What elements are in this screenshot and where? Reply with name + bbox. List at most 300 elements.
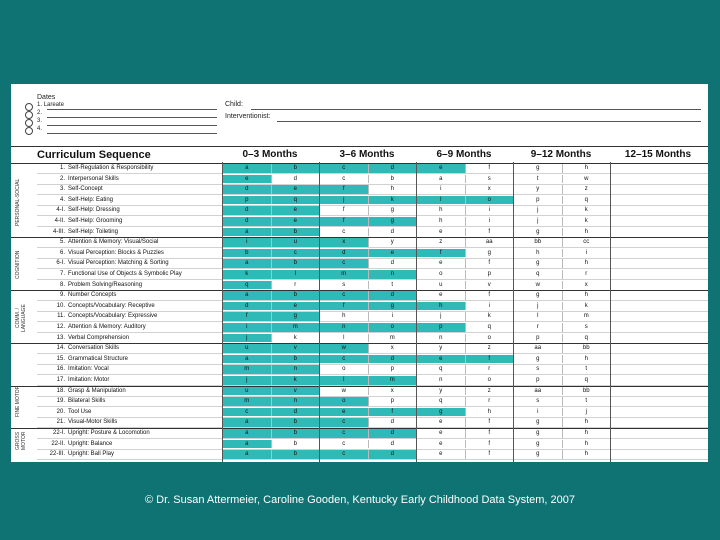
table-cell: g xyxy=(368,217,417,226)
table-cell: o xyxy=(465,376,514,385)
table-cell: p xyxy=(416,323,465,332)
table-cell: h xyxy=(416,217,465,226)
table-cell: f xyxy=(465,418,514,427)
date-row: 2. xyxy=(37,110,43,116)
table-cell: y xyxy=(513,185,562,194)
table-cell: u xyxy=(222,344,271,353)
child-label: Child: xyxy=(225,101,243,108)
table-cell: e xyxy=(416,450,465,459)
table-cell: g xyxy=(513,164,562,173)
table-cell: h xyxy=(562,429,611,438)
table-cell: c xyxy=(222,408,271,417)
table-cell: d xyxy=(368,450,417,459)
row-number: 15. xyxy=(56,355,65,362)
table-cell: i xyxy=(222,323,271,332)
table-cell: j xyxy=(319,196,368,205)
divider-6-9 xyxy=(416,162,417,462)
table-cell: u xyxy=(416,281,465,290)
table-cell: f xyxy=(222,312,271,321)
table-cell: p xyxy=(513,334,562,343)
table-cell: bb xyxy=(513,238,562,247)
table-cell: m xyxy=(319,270,368,279)
table-cell: a xyxy=(222,228,271,237)
table-cell: e xyxy=(416,440,465,449)
table-cell: n xyxy=(368,270,417,279)
dates-label: Dates xyxy=(37,94,56,101)
table-cell: b xyxy=(368,175,417,184)
table-cell: u xyxy=(222,387,271,396)
table-cell: q xyxy=(416,365,465,374)
table-cell: g xyxy=(513,418,562,427)
date-circle xyxy=(25,111,33,119)
table-row xyxy=(11,228,708,237)
table-row xyxy=(11,344,708,353)
table-cell: m xyxy=(562,312,611,321)
table-row xyxy=(11,281,708,290)
table-cell: b xyxy=(271,164,320,173)
table-cell: w xyxy=(513,281,562,290)
table-cell: l xyxy=(271,270,320,279)
table-cell: i xyxy=(465,302,514,311)
table-row xyxy=(11,291,708,300)
table-cell: a xyxy=(222,355,271,364)
row-skill-name: Tool Use xyxy=(68,408,92,415)
table-cell: aa xyxy=(465,238,514,247)
table-cell: e xyxy=(271,206,320,215)
table-cell: a xyxy=(222,291,271,300)
table-cell: f xyxy=(465,429,514,438)
table-cell: h xyxy=(416,206,465,215)
table-cell: o xyxy=(319,397,368,406)
table-cell: b xyxy=(222,249,271,258)
table-cell: q xyxy=(562,196,611,205)
faded-form-title xyxy=(251,84,511,88)
table-cell: d xyxy=(368,440,417,449)
row-skill-name: Upright: Ball Play xyxy=(68,451,115,458)
table-row xyxy=(11,164,708,173)
row-number: 2. xyxy=(59,175,65,182)
row-skill-name: Conversation Skills xyxy=(68,345,120,352)
date-line xyxy=(47,109,217,110)
table-cell: f xyxy=(319,217,368,226)
table-cell: o xyxy=(465,334,514,343)
table-cell: n xyxy=(271,365,320,374)
table-cell: t xyxy=(368,281,417,290)
table-cell: a xyxy=(222,418,271,427)
table-cell: k xyxy=(222,270,271,279)
copyright-notice: © Dr. Susan Attermeier, Caroline Gooden, Kentucky Early Childhood Data System, 2007 xyxy=(145,494,575,506)
table-cell: b xyxy=(271,228,320,237)
table-cell: d xyxy=(368,429,417,438)
table-cell: p xyxy=(465,270,514,279)
table-cell: v xyxy=(271,344,320,353)
table-cell: b xyxy=(271,429,320,438)
table-cell: s xyxy=(513,365,562,374)
date-circle xyxy=(25,119,33,127)
row-number: 20. xyxy=(56,408,65,415)
table-cell: f xyxy=(416,249,465,258)
row-number: 4-II. xyxy=(54,218,65,224)
interventionist-line xyxy=(277,121,701,122)
table-cell: h xyxy=(562,418,611,427)
table-cell: h xyxy=(562,440,611,449)
row-skill-name: Grammatical Structure xyxy=(68,355,129,362)
table-cell: y xyxy=(416,344,465,353)
table-cell: e xyxy=(416,164,465,173)
table-cell: g xyxy=(513,228,562,237)
table-cell: d xyxy=(368,259,417,268)
table-cell: g xyxy=(271,312,320,321)
table-row xyxy=(11,334,708,343)
row-skill-name: Imitation: Vocal xyxy=(68,366,109,373)
table-cell: o xyxy=(319,365,368,374)
table-cell: l xyxy=(416,196,465,205)
table-cell: e xyxy=(271,185,320,194)
table-cell: q xyxy=(416,397,465,406)
table-cell: r xyxy=(465,397,514,406)
table-cell: e xyxy=(416,259,465,268)
row-number: 6. xyxy=(59,249,65,256)
row-skill-name: Self-Help: Dressing xyxy=(68,207,120,214)
row-number: 6-I. xyxy=(56,260,65,267)
table-cell: n xyxy=(319,323,368,332)
row-number: 3. xyxy=(59,186,65,193)
table-cell: r xyxy=(271,281,320,290)
month-header-3-6: 3–6 Months xyxy=(339,149,395,160)
table-cell: n xyxy=(416,376,465,385)
table-row xyxy=(11,175,708,184)
table-cell: i xyxy=(368,312,417,321)
table-cell: f xyxy=(465,291,514,300)
table-cell: z xyxy=(465,344,514,353)
table-cell: v xyxy=(465,281,514,290)
table-cell: n xyxy=(416,334,465,343)
table-cell: m xyxy=(368,376,417,385)
table-cell: x xyxy=(319,238,368,247)
table-row xyxy=(11,206,708,215)
table-cell: m xyxy=(222,397,271,406)
table-cell: f xyxy=(319,302,368,311)
table-cell: g xyxy=(513,429,562,438)
row-skill-name: Functional Use of Objects & Symbolic Play xyxy=(68,271,182,277)
table-cell: v xyxy=(271,387,320,396)
table-cell: bb xyxy=(562,344,611,353)
row-skill-name: Bilateral Skills xyxy=(68,398,106,405)
row-number: 4-III. xyxy=(52,228,65,235)
section-divider xyxy=(11,343,708,344)
table-cell: a xyxy=(222,259,271,268)
table-cell: f xyxy=(465,440,514,449)
table-row xyxy=(11,376,708,385)
table-cell: j xyxy=(562,408,611,417)
table-cell: h xyxy=(562,355,611,364)
table-cell: r xyxy=(465,365,514,374)
table-cell: cc xyxy=(562,238,611,247)
table-cell: g xyxy=(513,440,562,449)
divider-0-3 xyxy=(222,162,223,462)
table-cell: q xyxy=(271,196,320,205)
row-number: 8. xyxy=(59,281,65,288)
table-cell: y xyxy=(368,238,417,247)
row-skill-name: Visual-Motor Skills xyxy=(68,419,118,426)
table-cell: t xyxy=(562,397,611,406)
month-header-9-12: 9–12 Months xyxy=(530,149,592,160)
row-skill-name: Self-Regulation & Responsibility xyxy=(68,165,154,171)
column-header-row xyxy=(11,146,708,164)
row-skill-name: Visual Perception: Blocks & Puzzles xyxy=(68,249,164,256)
table-cell: t xyxy=(513,175,562,184)
table-cell: u xyxy=(271,238,320,247)
row-number: 11. xyxy=(57,313,65,320)
table-row xyxy=(11,238,708,247)
table-cell: o xyxy=(416,270,465,279)
row-number: 18. xyxy=(56,387,65,394)
divider-3-6 xyxy=(319,162,320,462)
row-skill-name: Self-Help: Toileting xyxy=(68,228,118,235)
row-skill-name: Self-Concept xyxy=(68,186,103,193)
table-cell: e xyxy=(271,217,320,226)
date-line xyxy=(47,125,217,126)
table-row xyxy=(11,196,708,205)
table-cell: i xyxy=(465,217,514,226)
domain-fine-motor: FINE MOTOR xyxy=(15,385,21,417)
table-cell: z xyxy=(465,387,514,396)
table-cell: e xyxy=(319,408,368,417)
table-row xyxy=(11,312,708,321)
row-skill-name: Concepts/Vocabulary: Expressive xyxy=(68,313,158,320)
table-cell: f xyxy=(465,164,514,173)
table-cell: w xyxy=(319,344,368,353)
table-cell: c xyxy=(319,164,368,173)
table-cell: x xyxy=(465,185,514,194)
table-row xyxy=(11,365,708,374)
table-cell: d xyxy=(271,408,320,417)
table-cell: b xyxy=(271,418,320,427)
table-cell: k xyxy=(562,302,611,311)
table-cell: d xyxy=(368,291,417,300)
table-cell: r xyxy=(513,323,562,332)
table-cell: g xyxy=(368,302,417,311)
table-cell: f xyxy=(465,355,514,364)
table-cell: q xyxy=(222,281,271,290)
domain-gross-motor: GROSS MOTOR xyxy=(15,431,27,451)
divider-9-12 xyxy=(513,162,514,462)
row-number: 1. xyxy=(59,165,65,171)
table-cell: d xyxy=(368,355,417,364)
row-number: 7. xyxy=(59,271,65,277)
table-cell: m xyxy=(222,365,271,374)
table-cell: z xyxy=(416,238,465,247)
row-number: 22-III. xyxy=(49,451,65,458)
table-cell: x xyxy=(562,281,611,290)
table-cell: l xyxy=(319,376,368,385)
table-row xyxy=(11,418,708,427)
table-row xyxy=(11,185,708,194)
table-cell: a xyxy=(416,175,465,184)
table-cell: e xyxy=(368,249,417,258)
table-cell: d xyxy=(222,217,271,226)
row-number: 14. xyxy=(56,345,65,352)
domain-communication: COMM. / LANGUAGE xyxy=(15,304,27,332)
interventionist-label: Interventionist: xyxy=(225,113,271,120)
table-cell: b xyxy=(271,440,320,449)
table-cell: d xyxy=(222,302,271,311)
table-cell: h xyxy=(513,249,562,258)
table-cell: k xyxy=(368,196,417,205)
date-line xyxy=(47,133,217,134)
table-cell: j xyxy=(513,302,562,311)
table-cell: q xyxy=(562,334,611,343)
table-row xyxy=(11,323,708,332)
table-cell: g xyxy=(465,249,514,258)
table-cell: s xyxy=(465,175,514,184)
table-row xyxy=(11,450,708,459)
table-cell: h xyxy=(562,259,611,268)
table-cell: g xyxy=(513,259,562,268)
table-cell: f xyxy=(465,259,514,268)
table-row xyxy=(11,249,708,258)
row-skill-name: Upright: Posture & Locomotion xyxy=(68,430,150,436)
month-header-6-9: 6–9 Months xyxy=(436,149,492,160)
table-cell: l xyxy=(513,312,562,321)
table-cell: c xyxy=(319,259,368,268)
table-cell: q xyxy=(465,323,514,332)
table-cell: a xyxy=(222,429,271,438)
table-cell: s xyxy=(319,281,368,290)
row-number: 4. xyxy=(59,196,65,203)
table-row xyxy=(11,429,708,438)
table-cell: c xyxy=(319,440,368,449)
table-cell: a xyxy=(222,164,271,173)
row-skill-name: Verbal Comprehension xyxy=(68,334,130,341)
table-cell: k xyxy=(271,376,320,385)
table-cell: i xyxy=(465,206,514,215)
table-cell: c xyxy=(319,418,368,427)
row-number: 22-II. xyxy=(51,440,65,447)
table-cell: bb xyxy=(562,387,611,396)
row-number: 12. xyxy=(56,324,65,330)
table-cell: h xyxy=(319,312,368,321)
table-cell: n xyxy=(271,397,320,406)
table-cell: m xyxy=(368,334,417,343)
domain-cognition: COGNITION xyxy=(15,250,21,280)
table-cell: b xyxy=(271,259,320,268)
table-cell: c xyxy=(319,228,368,237)
table-cell: w xyxy=(319,387,368,396)
table-cell: d xyxy=(319,249,368,258)
table-cell: e xyxy=(416,228,465,237)
row-skill-name: Problem Solving/Reasoning xyxy=(68,281,143,288)
table-cell: g xyxy=(513,355,562,364)
table-cell: d xyxy=(222,185,271,194)
table-row xyxy=(11,259,708,268)
table-cell: p xyxy=(222,196,271,205)
table-cell: f xyxy=(368,408,417,417)
date-row: 1. Lareate xyxy=(37,102,65,108)
table-cell: g xyxy=(368,206,417,215)
table-cell: a xyxy=(222,450,271,459)
table-cell: q xyxy=(513,270,562,279)
table-cell: c xyxy=(319,429,368,438)
row-skill-name: Imitation: Motor xyxy=(68,377,110,383)
table-cell: d xyxy=(368,164,417,173)
row-skill-name: Concepts/Vocabulary: Receptive xyxy=(68,302,155,309)
table-cell: i xyxy=(513,408,562,417)
table-cell: h xyxy=(416,302,465,311)
table-cell: x xyxy=(368,344,417,353)
table-cell: c xyxy=(319,291,368,300)
table-cell: j xyxy=(513,217,562,226)
section-divider xyxy=(11,290,708,291)
row-number: 22-I. xyxy=(52,430,65,436)
table-cell: k xyxy=(271,334,320,343)
table-cell: k xyxy=(562,217,611,226)
table-cell: h xyxy=(562,450,611,459)
table-cell: e xyxy=(416,429,465,438)
table-cell: f xyxy=(465,450,514,459)
row-number: 13. xyxy=(56,334,65,341)
table-cell: p xyxy=(368,397,417,406)
curriculum-title: Curriculum Sequence xyxy=(37,149,151,161)
table-cell: i xyxy=(416,185,465,194)
table-cell: t xyxy=(562,365,611,374)
table-cell: f xyxy=(465,228,514,237)
table-cell: h xyxy=(562,291,611,300)
table-cell: f xyxy=(319,206,368,215)
row-skill-name: Self-Help: Grooming xyxy=(68,218,123,224)
table-cell: o xyxy=(368,323,417,332)
table-cell: b xyxy=(271,450,320,459)
table-row xyxy=(11,440,708,449)
table-cell: j xyxy=(416,312,465,321)
table-cell: d xyxy=(222,206,271,215)
table-row xyxy=(11,387,708,396)
table-cell: c xyxy=(319,175,368,184)
table-cell: s xyxy=(513,397,562,406)
table-cell: l xyxy=(319,334,368,343)
table-cell: w xyxy=(562,175,611,184)
table-cell: d xyxy=(271,175,320,184)
table-cell: aa xyxy=(513,344,562,353)
table-cell: e xyxy=(416,291,465,300)
section-divider xyxy=(11,386,708,387)
table-row xyxy=(11,217,708,226)
section-divider xyxy=(11,428,708,429)
row-number: 4-I. xyxy=(56,207,65,214)
table-cell: g xyxy=(513,450,562,459)
row-number: 5. xyxy=(59,239,65,246)
row-number: 10. xyxy=(56,302,65,309)
domain-personal-social: PERSONAL-SOCIAL xyxy=(15,178,21,226)
table-cell: aa xyxy=(513,387,562,396)
table-cell: h xyxy=(465,408,514,417)
table-row xyxy=(11,397,708,406)
assessment-form-scan xyxy=(11,84,708,462)
table-cell: p xyxy=(368,365,417,374)
row-skill-name: Attention & Memory: Visual/Social xyxy=(68,239,159,246)
section-divider xyxy=(11,237,708,238)
row-skill-name: Upright: Balance xyxy=(68,440,113,447)
table-cell: e xyxy=(416,355,465,364)
table-cell: s xyxy=(562,323,611,332)
table-cell: j xyxy=(222,376,271,385)
child-line xyxy=(251,109,701,110)
table-row xyxy=(11,355,708,364)
table-cell: x xyxy=(368,387,417,396)
row-skill-name: Attention & Memory: Auditory xyxy=(68,324,146,330)
table-cell: h xyxy=(562,228,611,237)
divider-12-15 xyxy=(610,162,611,462)
